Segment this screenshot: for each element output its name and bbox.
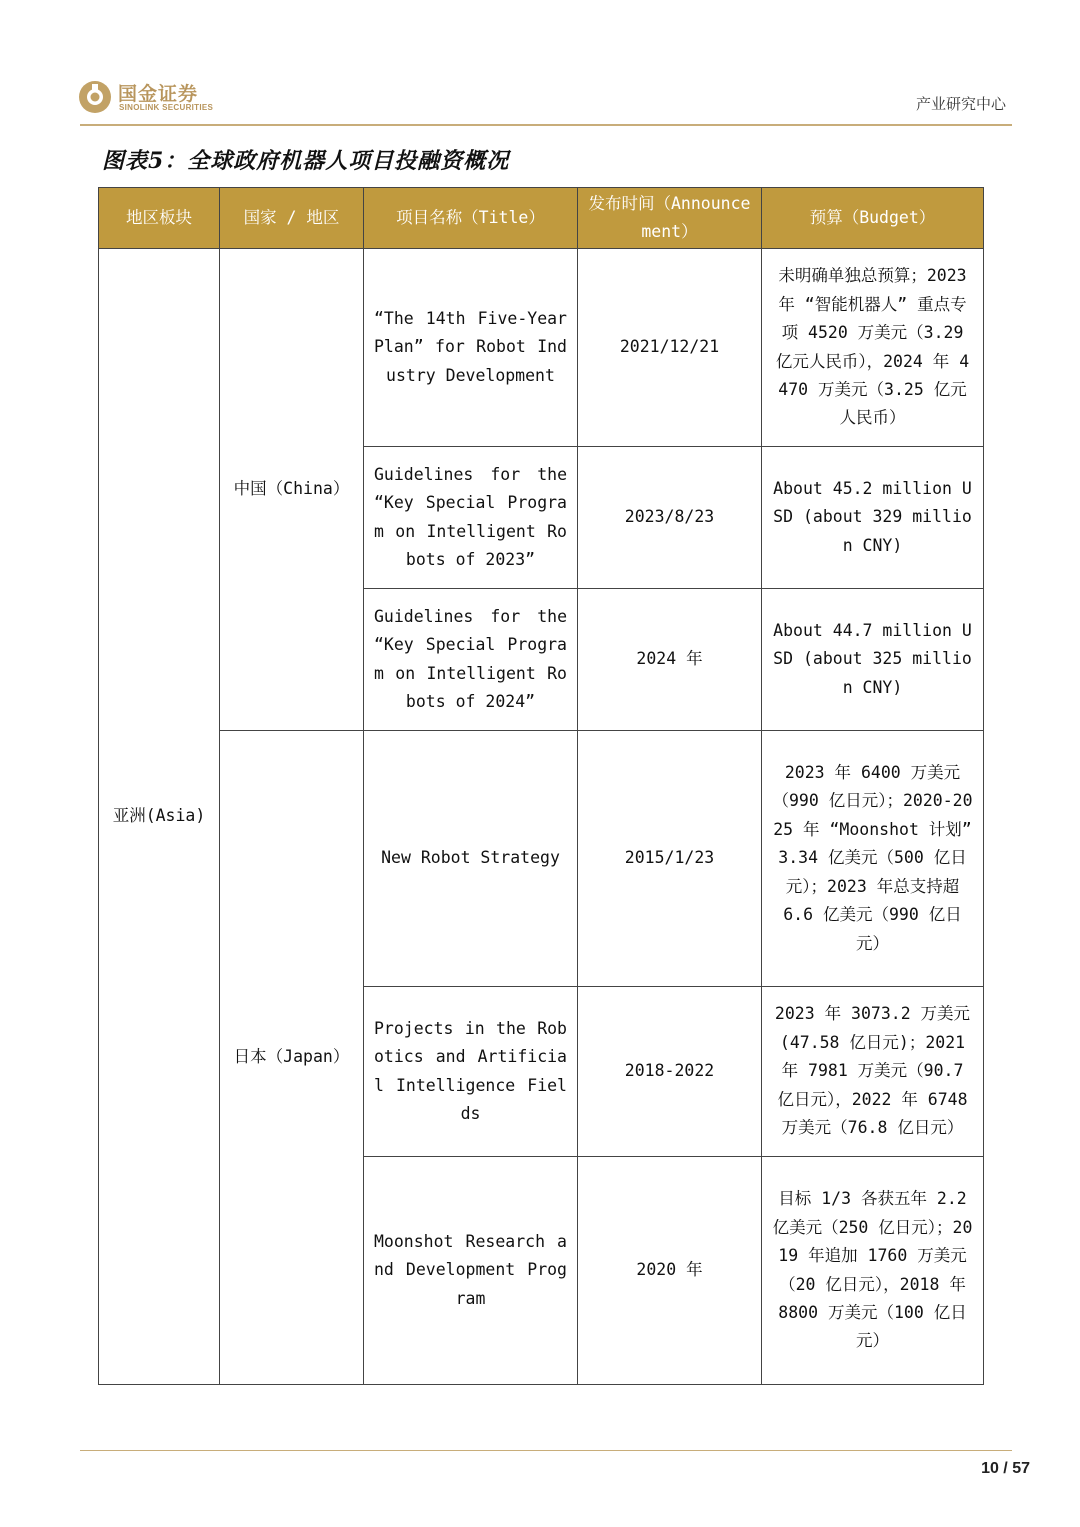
company-logo [78,78,278,118]
budget-cell: About 44.7 million USD (about 325 million CNY) [762,589,984,731]
project-title-cell: New Robot Strategy [364,731,578,987]
header-divider [80,124,1012,126]
logo-chinese-name: 国金证券 [118,83,199,105]
budget-cell: 2023 年 6400 万美元（990 亿日元）；2020-2025 年 “Moonshot 计划” 3.34 亿美元（500 亿日元）；2023 年总支持超 6.6 亿美元（990 亿日元） [762,731,984,987]
budget-cell: 未明确单独总预算；2023 年 “智能机器人” 重点专项 4520 万美元（3.29 亿元人民币），2024 年 4470 万美元（3.25 亿元人民币） [762,249,984,447]
funding-table [98,187,984,1385]
budget-cell: 目标 1/3 各获五年 2.2 亿美元（250 亿日元）；2019 年追加 1760 万美元（20 亿日元），2018 年 8800 万美元（100 亿日元） [762,1157,984,1385]
announcement-cell: 2024 年 [578,589,762,731]
department-label: 产业研究中心 [915,95,1006,113]
project-title-cell: Projects in the Robotics and Artificial Intelligence Fields [364,987,578,1157]
announcement-cell: 2020 年 [578,1157,762,1385]
column-header-budget: 预算（Budget） [762,188,984,249]
announcement-cell: 2018-2022 [578,987,762,1157]
project-title-cell: Guidelines for the “Key Special Program on Intelligent Robots of 2024” [364,589,578,731]
column-header-region: 地区板块 [99,188,220,249]
budget-cell: About 45.2 million USD (about 329 million CNY) [762,447,984,589]
footer-divider [80,1450,1012,1451]
column-header-title: 项目名称（Title） [364,188,578,249]
column-header-announcement: 发布时间（Announcement） [578,188,762,249]
budget-cell: 2023 年 3073.2 万美元(47.58 亿日元)；2021 年 7981 万美元（90.7 亿日元），2022 年 6748 万美元（76.8 亿日元） [762,987,984,1157]
project-title-cell: “The 14th Five-Year Plan” for Robot Industry Development [364,249,578,447]
announcement-cell: 2021/12/21 [578,249,762,447]
region-cell: 亚洲(Asia) [99,249,220,1385]
logo-english-name: SINOLINK SECURITIES [119,103,214,112]
page-number: 10 / 57 [981,1460,1030,1477]
table-row [99,731,984,987]
project-title-cell: Guidelines for the “Key Special Program on Intelligent Robots of 2023” [364,447,578,589]
column-header-country: 国家 / 地区 [220,188,364,249]
table-row [99,249,984,447]
figure-title: 图表5：全球政府机器人项目投融资概况 [102,148,510,174]
sinolink-logo-icon [78,80,112,114]
country-cell: 中国（China） [220,249,364,731]
country-cell: 日本（Japan） [220,731,364,1385]
announcement-cell: 2015/1/23 [578,731,762,987]
project-title-cell: Moonshot Research and Development Program [364,1157,578,1385]
announcement-cell: 2023/8/23 [578,447,762,589]
table-header-row [99,188,984,249]
